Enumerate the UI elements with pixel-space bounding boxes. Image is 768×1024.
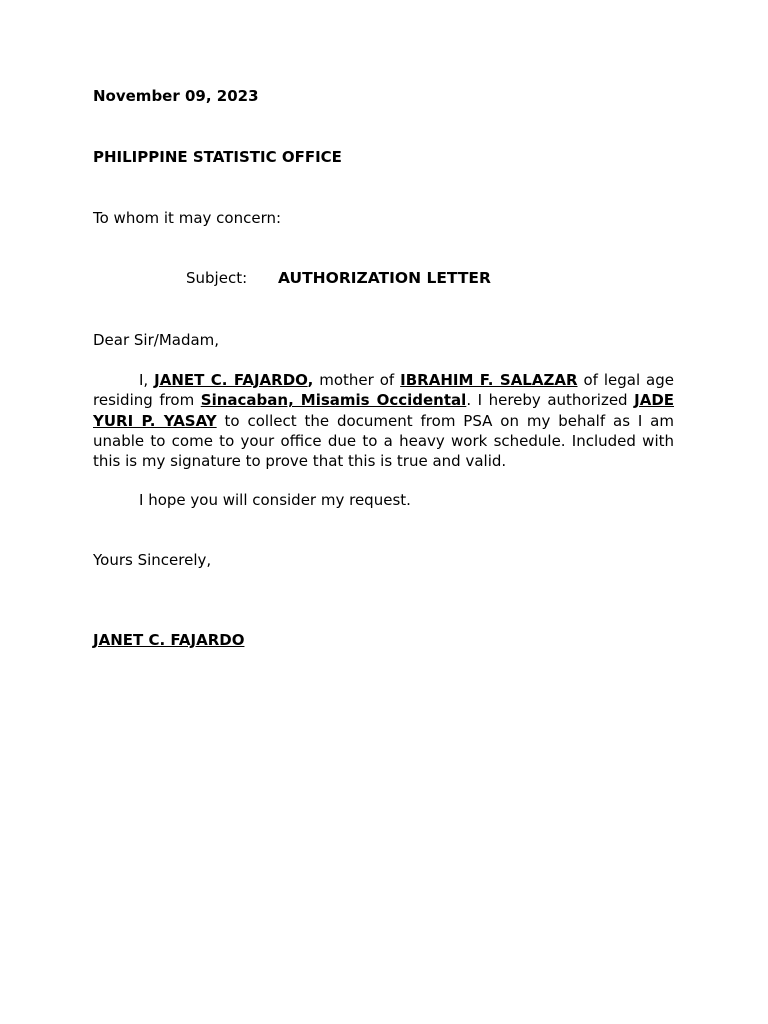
child-name: IBRAHIM F. SALAZAR (400, 371, 578, 389)
signature-name: JANET C. FAJARDO (93, 631, 245, 649)
body-comma: , (307, 371, 314, 389)
letter-date: November 09, 2023 (93, 87, 259, 105)
representative-name: JADE YURI P. YASAY (93, 391, 675, 430)
recipient-office: PHILIPPINE STATISTIC OFFICE (93, 148, 342, 166)
closing: Yours Sincerely, (93, 551, 212, 569)
author-name: JANET C. FAJARDO (154, 371, 308, 389)
body-text-2: mother of (313, 371, 401, 389)
body-paragraph (93, 370, 674, 471)
body-text-3: of legal age residing from (93, 371, 674, 410)
greeting: To whom it may concern: (93, 209, 282, 227)
body-text-4: . I hereby authorized (466, 391, 635, 410)
subject-value: AUTHORIZATION LETTER (278, 269, 491, 287)
salutation: Dear Sir/Madam, (93, 331, 220, 349)
body-text-1: I, (139, 371, 155, 389)
request-line: I hope you will consider my request. (139, 491, 411, 509)
body-text-5: to collect the document from PSA on my behalf as I am unable to come to your office due to a heavy work schedule. Included with this is my signature to prove that this is true and valid. (93, 411, 674, 471)
subject-label: Subject: (186, 269, 248, 287)
subject-line (186, 268, 491, 288)
residence: Sinacaban, Misamis Occidental (200, 391, 467, 410)
